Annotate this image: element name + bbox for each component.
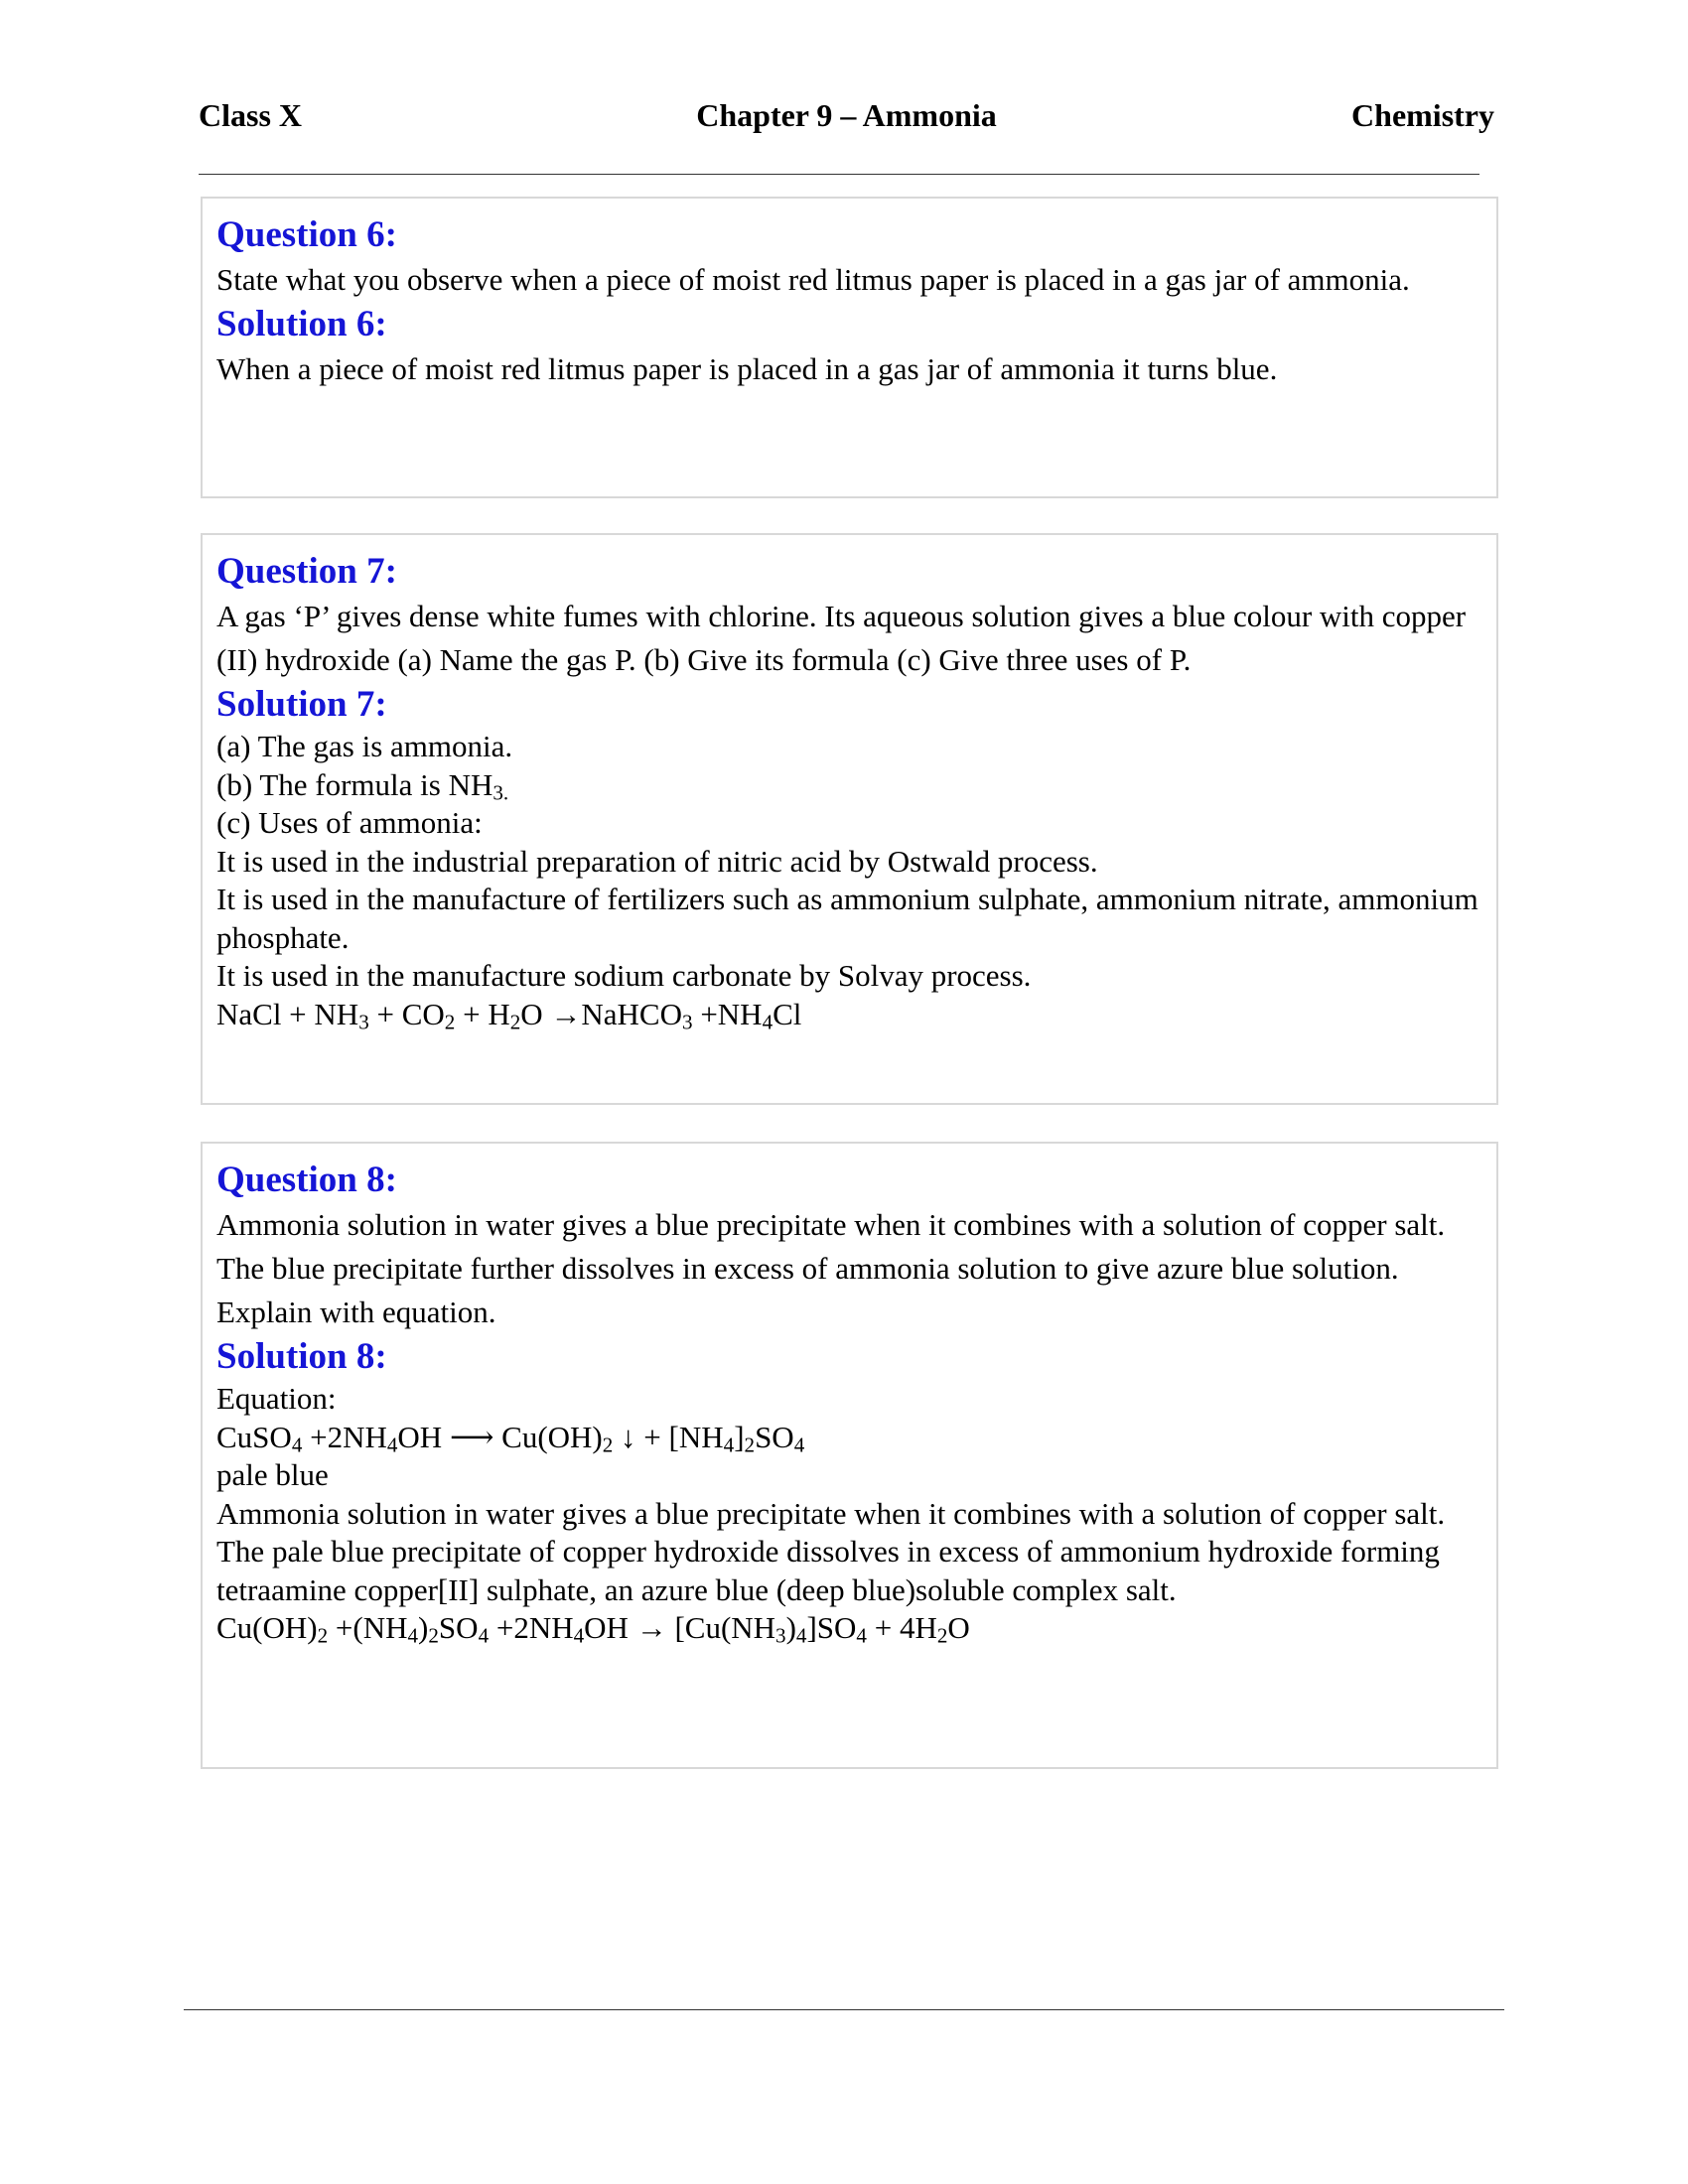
explanation-1: Ammonia solution in water gives a blue precipitate when it combines with a solution of copper salt. xyxy=(216,1495,1446,1531)
solution-7-heading: Solution 7: xyxy=(216,684,387,725)
question-8-heading: Question 8: xyxy=(216,1160,397,1200)
explanation-2: The pale blue precipitate of copper hydroxide dissolves in excess of ammonium hydroxide forming tetraamine copper[II] sulphate, an azure blue (deep blue)soluble complex salt. xyxy=(216,1534,1440,1607)
formula-subscript: 3 xyxy=(358,1010,369,1034)
formula-subscript: 2 xyxy=(317,1623,329,1648)
question-6-box xyxy=(201,197,1498,498)
ammonia-use-1: It is used in the industrial preparation of nitric acid by Ostwald process. xyxy=(216,843,1098,879)
question-6-heading: Question 6: xyxy=(216,214,397,255)
solvay-equation: NaCl + $NH_3 + CO_2 + H_2O$ →NaHCO$_3$ $+NH_4Cl$ xyxy=(216,996,802,1034)
formula-subscript: 2 xyxy=(744,1433,756,1457)
formula-subscript: 2 xyxy=(936,1623,948,1648)
question-8-box xyxy=(201,1142,1498,1769)
formula-subscript: 2 xyxy=(428,1623,439,1648)
formula-subscript: 3 xyxy=(775,1623,786,1648)
question-8-text: Ammonia solution in water gives a blue precipitate when it combines with a solution of copper salt. The blue precipitate further dissolves in excess of ammonia solution to give azure blue solution. Explain with equation. xyxy=(216,1207,1446,1329)
answer-b-text: (b) The formula is NH xyxy=(216,766,493,802)
question-7-heading: Question 7: xyxy=(216,551,397,592)
header-divider xyxy=(199,174,1479,175)
solution-7-answer-c: (c) Uses of ammonia: xyxy=(216,805,483,840)
formula-subscript: 4 xyxy=(856,1623,867,1648)
formula-subscript: 4 xyxy=(386,1433,398,1457)
formula-subscript: 2 xyxy=(444,1010,456,1034)
formula-subscript: 4 xyxy=(793,1433,805,1457)
solution-7-answer-b xyxy=(216,766,1482,805)
question-7-text: A gas ‘P’ gives dense white fumes with chlorine. Its aqueous solution gives a blue colour with copper (II) hydroxide (a) Name the gas P. (b) Give its formula (c) Give three uses of P. xyxy=(216,599,1467,677)
ammonia-use-3: It is used in the manufacture sodium carbonate by Solvay process. xyxy=(216,958,1032,993)
ammonia-use-2: It is used in the manufacture of fertilizers such as ammonium sulphate, ammonium nitrate, ammonium phosphate. xyxy=(216,882,1478,955)
formula-subscript: 4 xyxy=(762,1010,774,1034)
solution-6-text: When a piece of moist red litmus paper is placed in a gas jar of ammonia it turns blue. xyxy=(216,351,1278,386)
formula-subscript: 4 xyxy=(478,1623,490,1648)
formula-subscript: 4 xyxy=(291,1433,303,1457)
header-subject: Chemistry xyxy=(1351,97,1494,133)
question-6-text: State what you observe when a piece of moist red litmus paper is placed in a gas jar of ammonia. xyxy=(216,262,1410,297)
formula-subscript: 4 xyxy=(407,1623,419,1648)
formula-subscript: 2 xyxy=(509,1010,521,1034)
question-7-box xyxy=(201,533,1498,1105)
page-header xyxy=(199,97,1494,147)
solution-8-heading: Solution 8: xyxy=(216,1336,387,1377)
header-class: Class X xyxy=(199,97,303,133)
solution-7-answer-a: (a) The gas is ammonia. xyxy=(216,729,513,763)
pale-blue-label: pale blue xyxy=(216,1457,329,1492)
footer-divider xyxy=(184,2009,1504,2010)
equation-label: Equation: xyxy=(216,1381,337,1416)
precipitation-equation: CuSO$_4$ $+2NH_4OH$ ⟶ $Cu(OH)_2$ ↓ + $[NH_4]_2SO_4$ xyxy=(216,1419,805,1457)
formula-subscript: 4 xyxy=(573,1623,585,1648)
solution-6-heading: Solution 6: xyxy=(216,304,387,344)
complex-formation-equation: $Cu(OH)_2 +(NH_4)_2SO_4 +2NH_4OH \to [Cu(NH_3)_4]SO_4 + 4H_2O$ xyxy=(216,1610,970,1648)
answer-b-subscript: 3. xyxy=(492,780,509,805)
formula-subscript: 4 xyxy=(723,1433,735,1457)
formula-subscript: 3 xyxy=(682,1010,693,1034)
formula-subscript: 2 xyxy=(602,1433,614,1457)
header-chapter-title: Chapter 9 – Ammonia xyxy=(696,97,997,133)
formula-subscript: 4 xyxy=(795,1623,807,1648)
